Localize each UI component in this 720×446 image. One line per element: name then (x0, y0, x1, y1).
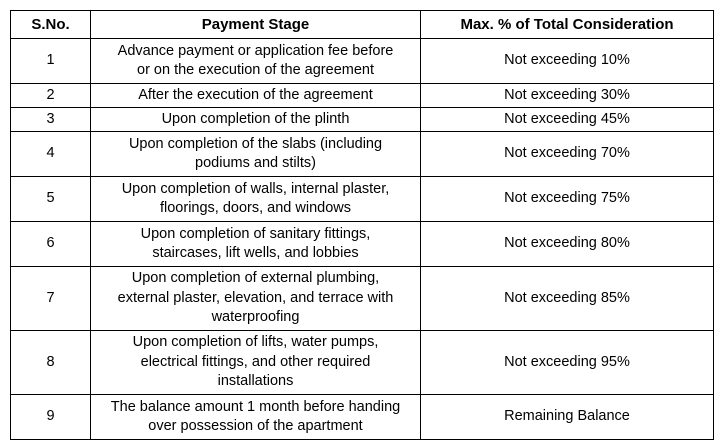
stage-line: Upon completion of the slabs (including (128, 135, 383, 152)
stage-line: electrical fittings, and other required (140, 353, 371, 370)
table-row (11, 39, 714, 84)
table-header-row (11, 11, 714, 39)
cell-payment-stage (91, 132, 421, 177)
stage-line: Upon completion of the plinth (161, 110, 350, 127)
table-row (11, 84, 714, 108)
payment-schedule-table (10, 10, 714, 440)
cell-sno: 7 (11, 267, 91, 331)
stage-line: After the execution of the agreement (138, 86, 373, 103)
table-row (11, 108, 714, 132)
stage-line: podiums and stilts) (195, 155, 316, 171)
cell-max-percent: Not exceeding 80% (421, 222, 714, 267)
cell-sno: 6 (11, 222, 91, 267)
table-row (11, 222, 714, 267)
stage-line: staircases, lift wells, and lobbies (152, 245, 359, 261)
header-sno: S.No. (11, 11, 91, 39)
cell-max-percent: Not exceeding 30% (421, 84, 714, 108)
cell-payment-stage (91, 395, 421, 440)
cell-payment-stage (91, 222, 421, 267)
cell-payment-stage (91, 177, 421, 222)
table-row (11, 132, 714, 177)
stage-line: floorings, doors, and windows (159, 200, 352, 216)
stage-line: or on the execution of the agreement (137, 62, 374, 78)
stage-line: over possession of the apartment (148, 418, 363, 434)
cell-max-percent: Not exceeding 45% (421, 108, 714, 132)
cell-payment-stage (91, 84, 421, 108)
header-max-percent: Max. % of Total Consideration (421, 11, 714, 39)
table-row (11, 177, 714, 222)
cell-sno: 8 (11, 331, 91, 395)
stage-line: The balance amount 1 month before handing (110, 398, 401, 415)
cell-sno: 9 (11, 395, 91, 440)
stage-line: installations (217, 373, 294, 390)
cell-payment-stage (91, 108, 421, 132)
cell-max-percent: Not exceeding 95% (421, 331, 714, 395)
cell-max-percent: Not exceeding 70% (421, 132, 714, 177)
cell-sno: 3 (11, 108, 91, 132)
table-row (11, 267, 714, 331)
cell-sno: 1 (11, 39, 91, 84)
stage-line: Upon completion of sanitary fittings, (140, 225, 371, 242)
table-row (11, 331, 714, 395)
stage-line: Upon completion of external plumbing, (131, 270, 380, 287)
cell-payment-stage (91, 331, 421, 395)
stage-line: external plaster, elevation, and terrace with (117, 289, 394, 306)
cell-max-percent: Not exceeding 10% (421, 39, 714, 84)
stage-line: Upon completion of walls, internal plaster, (121, 180, 390, 197)
cell-sno: 4 (11, 132, 91, 177)
cell-max-percent: Not exceeding 75% (421, 177, 714, 222)
cell-payment-stage (91, 267, 421, 331)
header-payment-stage: Payment Stage (91, 11, 421, 39)
cell-max-percent: Remaining Balance (421, 395, 714, 440)
cell-payment-stage (91, 39, 421, 84)
cell-sno: 5 (11, 177, 91, 222)
cell-sno: 2 (11, 84, 91, 108)
cell-max-percent: Not exceeding 85% (421, 267, 714, 331)
stage-line: Upon completion of lifts, water pumps, (132, 334, 379, 351)
stage-line: waterproofing (211, 309, 300, 326)
stage-line: Advance payment or application fee before (117, 42, 394, 59)
table-row (11, 395, 714, 440)
